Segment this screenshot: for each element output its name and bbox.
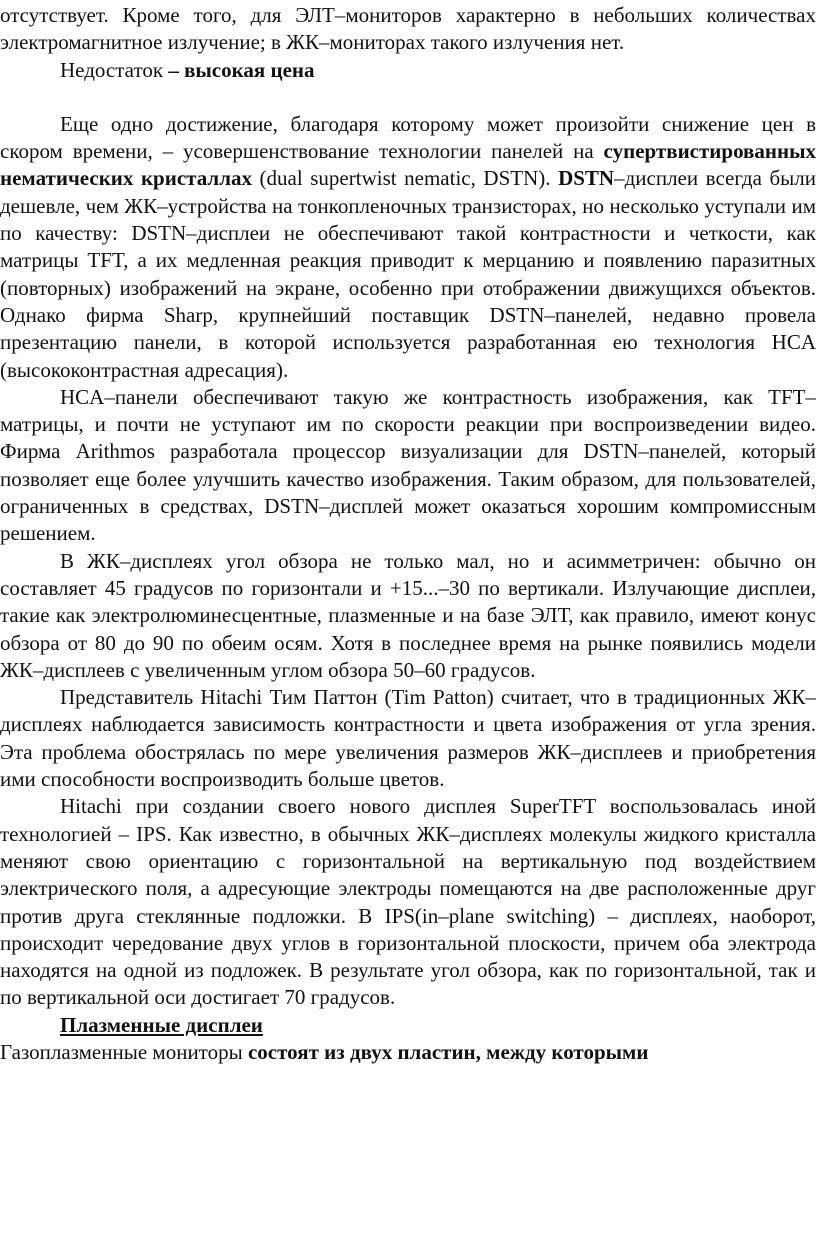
- heading-text: Плазменные дисплеи: [60, 1012, 263, 1037]
- paragraph-plasma: [0, 1039, 816, 1066]
- bold-phrase: состоят из двух пластин, между которыми: [247, 1039, 649, 1064]
- section-heading-plasma: [0, 1012, 816, 1039]
- paragraph-hca: [0, 384, 816, 548]
- paragraph-text: HCA–панели обеспечивают такую же контрастность изображения, как TFT–матрицы, и почти не уступают им по скорости реакции при воспроизведении видео. Фирма Arithmos разработала процессор визуализации для DSTN–панелей, который позволяет еще более улучшить качество изображения. Таким образом, для пользователей, ограниченных в средствах, DSTN–дисплей может оказаться хорошим компромиссным решением.: [0, 384, 816, 546]
- bold-term: супертвистированных нематических кристаллах: [0, 139, 816, 191]
- bold-term: DSTN: [558, 166, 615, 191]
- paragraph-text: отсутствует. Кроме того, для ЭЛТ–мониторов характерно в небольших количествах электромагнитное излучение; в ЖК–мониторах такого излучения нет.: [0, 3, 816, 55]
- paragraph-text: Недостаток: [60, 57, 169, 82]
- paragraph-hitachi-patton: [0, 684, 816, 793]
- paragraph-ips: [0, 793, 816, 1011]
- paragraph-viewing-angle: [0, 548, 816, 684]
- paragraph-crt-radiation: [0, 2, 816, 57]
- paragraph-dstn: [0, 111, 816, 384]
- paragraph-text: В ЖК–дисплеях угол обзора не только мал, но и асимметричен: обычно он составляет 45 градусов по горизонтали и +15...–30 по вертикали. Излучающие дисплеи, такие как электролюминесцентные, плазменные и на базе ЭЛТ, как правило, имеют конус обзора от 80 до 90 по обеим осям. Хотя в последнее время на рынке появились модели ЖК–дисплеев с увеличенным углом обзора 50–60 градусов.: [0, 548, 816, 682]
- paragraph-text: Hitachi при создании своего нового дисплея SuperTFT воспользовалась иной технологией – IPS. Как известно, в обычных ЖК–дисплеях молекулы жидкого кристалла меняют свою ориентацию с горизонтальной на вертикальную под воздействием электрического поля, а адресующие электроды помещаются на две расположенные друг против друга стеклянные подложки. В IPS(in–plane switching) – дисплеях, наоборот, происходит чередование двух углов в горизонтальной плоскости, причем оба электрода находятся на одной из подложек. В результате угол обзора, как по горизонтальной, так и по вертикальной оси достигает 70 градусов.: [0, 794, 816, 1010]
- bold-phrase: – высокая цена: [168, 57, 315, 82]
- paragraph-text: Еще одно достижение, благодаря которому может произойти снижение цен в скором времени, – усовершенствование технологии панелей на: [0, 111, 816, 164]
- paragraph-text: Газоплазменные мониторы: [0, 1039, 248, 1064]
- paragraph-text: (dual supertwist nematic, DSTN).: [251, 166, 559, 191]
- paragraph-disadvantage: [0, 57, 816, 84]
- paragraph-text: Представитель Hitachi Тим Паттон (Tim Patton) считает, что в традиционных ЖК–дисплеях наблюдается зависимость контрастности и цвета изображения от угла зрения. Эта проблема обострялась по мере увеличения размеров ЖК–дисплеев и приобретения ими способности воспроизводить больше цветов.: [0, 685, 816, 792]
- paragraph-text: –дисплеи всегда были дешевле, чем ЖК–устройства на тонкопленочных транзисторах, но несколько уступали им по качеству: DSTN–дисплеи не обеспечивают такой контрастности и четкости, как матрицы TFT, а их медленная реакция приводит к мерцанию и появлению паразитных (повторных) изображений на экране, особенно при отображении движущихся объектов. Однако фирма Sharp, крупнейший поставщик DSTN–панелей, недавно провела презентацию панели, в которой используется разработанная ею технология HCA (высококонтрастная адресация).: [0, 166, 816, 382]
